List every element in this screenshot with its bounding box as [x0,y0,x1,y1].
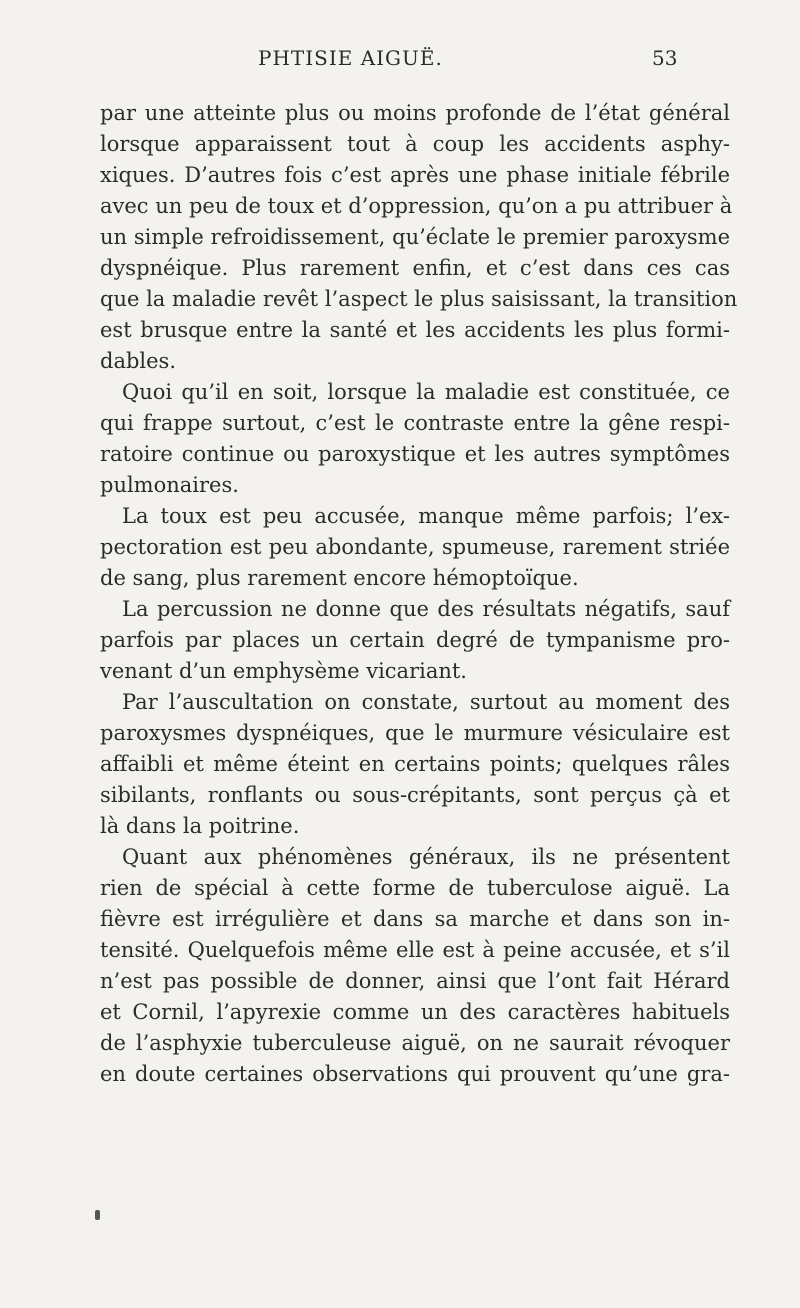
text-body [100,98,738,1090]
text-line: par une atteinte plus ou moins profonde de l’état général [100,101,730,125]
text-line: dyspnéique. Plus rarement enfin, et c’est dans ces cas [100,256,730,280]
text-line: n’est pas possible de donner, ainsi que l’ont fait Hérard [100,969,730,993]
text-line: parfois par places un certain degré de tympanisme pro- [100,628,730,652]
text-line: fièvre est irrégulière et dans sa marche et dans son in- [100,907,730,931]
text-line: Quoi qu’il en soit, lorsque la maladie est constituée, ce [122,380,730,404]
text-line: un simple refroidissement, qu’éclate le premier paroxysme [100,225,730,249]
text-line: est brusque entre la santé et les accidents les plus formi- [100,318,730,342]
text-line: avec un peu de toux et d’oppression, qu’on a pu attribuer à [100,194,733,218]
text-line: et Cornil, l’apyrexie comme un des caractères habituels [100,1000,730,1024]
text-line: ratoire continue ou paroxystique et les autres symptômes [100,442,730,466]
text-line: paroxysmes dyspnéiques, que le murmure vésiculaire est [100,721,730,745]
running-head [0,46,800,76]
text-line: dables. [100,349,177,373]
text-line: lorsque apparaissent tout à coup les accidents asphy- [100,132,730,156]
text-line: tensité. Quelquefois même elle est à peine accusée, et s’il [100,938,730,962]
text-line: La percussion ne donne que des résultats négatifs, sauf [122,597,730,621]
text-line: qui frappe surtout, c’est le contraste entre la gêne respi- [100,411,730,435]
text-line: sibilants, ronflants ou sous-crépitants, sont perçus çà et [100,783,730,807]
text-line: rien de spécial à cette forme de tuberculose aiguë. La [100,876,730,900]
text-line: venant d’un emphysème vicariant. [100,659,467,683]
text-line: affaibli et même éteint en certains points; quelques râles [100,752,730,776]
page-number: 53 [652,46,678,70]
ink-speck [95,1210,100,1220]
text-line: en doute certaines observations qui prouvent qu’une gra- [100,1062,730,1086]
text-line: Quant aux phénomènes généraux, ils ne présentent [122,845,730,869]
text-line: que la maladie revêt l’aspect le plus saisissant, la transition [100,287,738,311]
text-line: La toux est peu accusée, manque même parfois; l’ex- [122,504,730,528]
text-line: xiques. D’autres fois c’est après une phase initiale fébrile [100,163,730,187]
text-line: Par l’auscultation on constate, surtout au moment des [122,690,730,714]
running-title: PHTISIE AIGUË. [258,46,443,70]
text-line: pectoration est peu abondante, spumeuse, rarement striée [100,535,730,559]
text-line: là dans la poitrine. [100,814,300,838]
text-line: de sang, plus rarement encore hémoptoïque. [100,566,579,590]
text-line: pulmonaires. [100,473,239,497]
text-line: de l’asphyxie tuberculeuse aiguë, on ne saurait révoquer [100,1031,730,1055]
